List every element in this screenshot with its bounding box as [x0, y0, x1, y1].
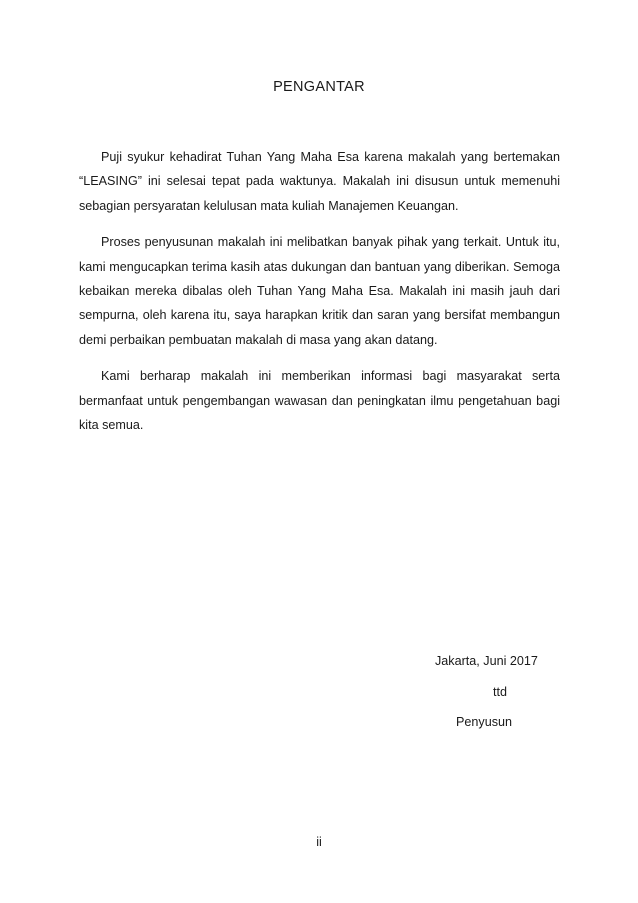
page-number: ii: [316, 835, 322, 849]
signature-ttd: ttd: [493, 685, 508, 699]
paragraph-3: Kami berharap makalah ini memberikan informasi bagi masyarakat serta bermanfaat untuk pengembangan wawasan dan peningkatan ilmu pengetahuan bagi kita semua.: [79, 369, 560, 433]
page-title: PENGANTAR: [273, 79, 365, 95]
paragraph-1: Puji syukur kehadirat Tuhan Yang Maha Esa karena makalah yang bertemakan “LEASING” ini selesai tepat pada waktunya. Makalah ini disusun untuk memenuhi sebagian persyaratan kelulusan mata kuliah Manajemen Keuangan.: [79, 150, 560, 213]
signature-author: Penyusun: [456, 715, 513, 729]
signature-place-date: Jakarta, Juni 2017: [435, 654, 538, 668]
paragraph-2: Proses penyusunan makalah ini melibatkan banyak pihak yang terkait. Untuk itu, kami mengucapkan terima kasih atas dukungan dan bantuan yang diberikan. Semoga kebaikan mereka dibalas oleh Tuhan Yang Maha Esa. Makalah ini masih jauh dari sempurna, oleh karena itu, saya harapkan kritik dan saran yang bersifat membangun demi perbaikan pembuatan makalah di masa yang akan datang.: [79, 235, 560, 347]
document-body: [79, 145, 560, 449]
